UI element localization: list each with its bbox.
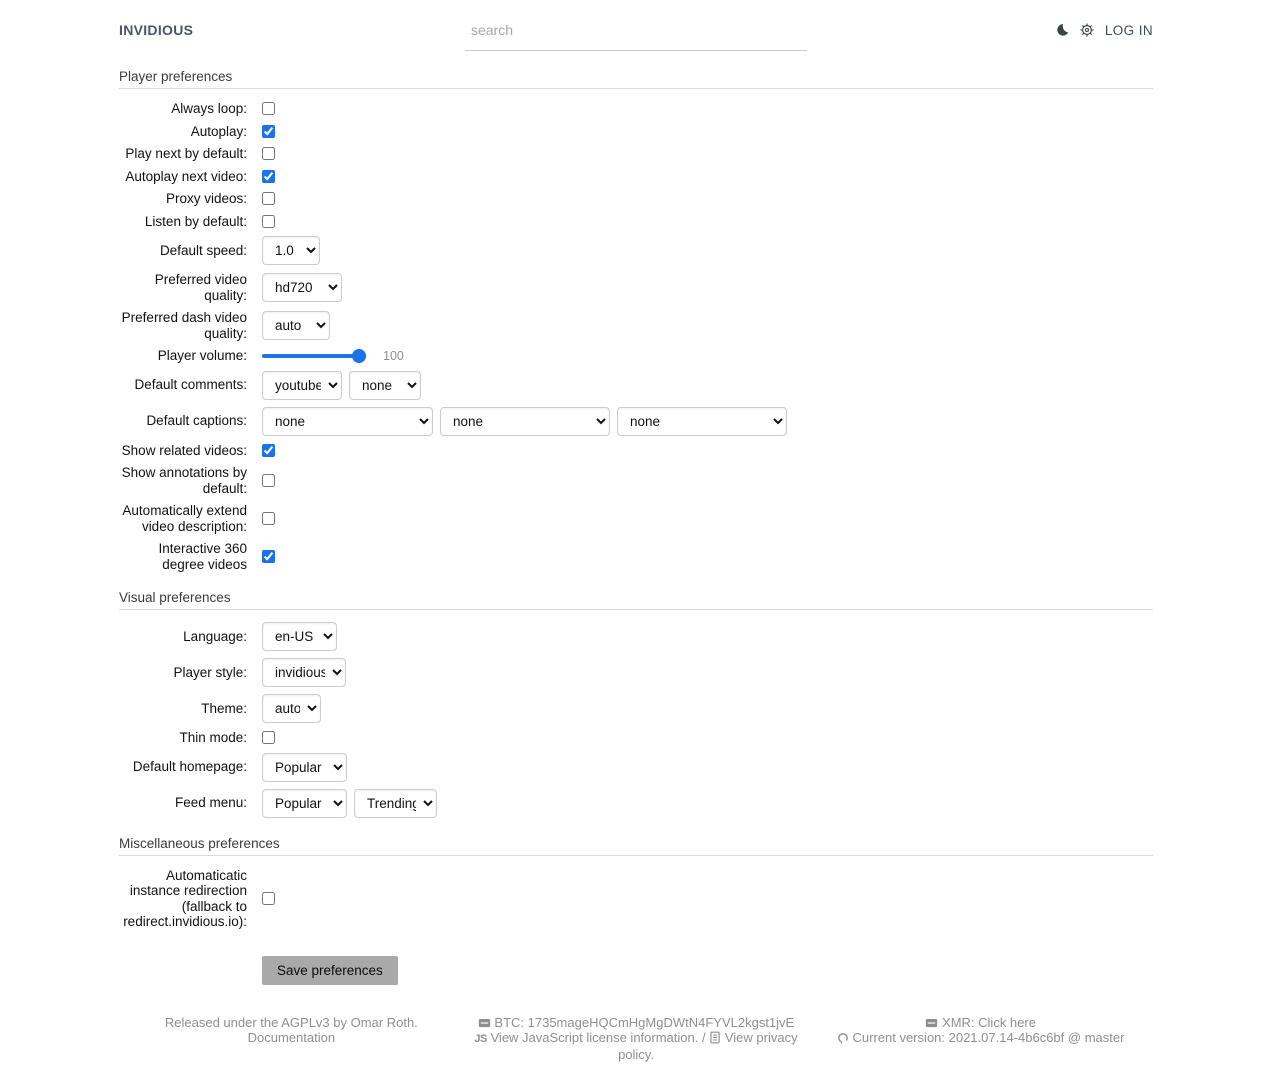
- footer-right-column: [808, 1015, 1153, 1062]
- divider: [119, 855, 1153, 856]
- default-captions-select-1[interactable]: [262, 407, 433, 436]
- default-homepage-select[interactable]: [262, 753, 347, 782]
- pref-row: [119, 658, 1153, 687]
- pref-label: Listen by default:: [144, 213, 247, 229]
- preferences-button[interactable]: [1080, 23, 1094, 38]
- pref-label: Interactive 360 degree videos: [158, 541, 247, 572]
- document-icon: [709, 1030, 725, 1045]
- coin-icon: [925, 1015, 942, 1030]
- default-comments-select-2[interactable]: [349, 371, 421, 400]
- documentation-link[interactable]: Documentation: [247, 1029, 336, 1045]
- pref-row: [119, 868, 1153, 930]
- theme-select[interactable]: [262, 694, 321, 723]
- pref-row: [119, 443, 1153, 459]
- pref-row: [119, 730, 1153, 746]
- pref-label: Automaticatic instance redirection (fallback to redirect.invidious.io):: [123, 867, 247, 929]
- divider: [119, 88, 1153, 89]
- footer-center-column: [464, 1015, 809, 1062]
- player-volume-slider[interactable]: [262, 349, 366, 363]
- language-select[interactable]: [262, 622, 337, 651]
- pref-label: Feed menu:: [174, 795, 247, 811]
- footer-separator: /: [701, 1029, 706, 1045]
- pref-row: [119, 465, 1153, 496]
- pref-row: [119, 348, 1153, 364]
- pref-label: Default captions:: [146, 413, 247, 429]
- save-preferences-button[interactable]: Save preferences: [262, 956, 398, 985]
- pref-label: Play next by default:: [125, 146, 247, 161]
- xmr-label: XMR:: [942, 1014, 975, 1030]
- pref-label: Autoplay:: [190, 123, 247, 139]
- default-speed-select[interactable]: [262, 236, 320, 265]
- invidious-logo[interactable]: INVIDIOUS: [119, 22, 194, 38]
- pref-row: [119, 407, 1153, 436]
- extend-description-checkbox[interactable]: [262, 512, 275, 525]
- pref-label: Default comments:: [134, 377, 247, 393]
- top-navigation-bar: [119, 0, 1153, 51]
- default-captions-select-3[interactable]: [617, 407, 787, 436]
- proxy-videos-checkbox[interactable]: [262, 192, 275, 205]
- pref-label: Autoplay next video:: [125, 168, 247, 184]
- github-icon: [837, 1030, 853, 1045]
- pref-row: [119, 753, 1153, 782]
- default-comments-select-1[interactable]: [262, 371, 342, 400]
- footer-left-column: [119, 1015, 464, 1062]
- privacy-policy-link[interactable]: View privacy policy.: [618, 1029, 798, 1062]
- slider-track: [262, 354, 366, 358]
- pref-row: [119, 214, 1153, 230]
- pref-label: Show related videos:: [121, 442, 247, 458]
- pref-row: [119, 169, 1153, 185]
- section-title-player: Player preferences: [119, 69, 233, 84]
- thin-mode-checkbox[interactable]: [262, 731, 275, 744]
- pref-label: Player style:: [173, 664, 247, 680]
- show-annotations-checkbox[interactable]: [262, 474, 275, 487]
- moon-icon: [1055, 23, 1069, 38]
- search-input[interactable]: [465, 20, 807, 51]
- pref-row: [119, 541, 1153, 572]
- btc-address: BTC: 1735mageHQCmHgMgDWtN4FYVL2kgst1jvE: [494, 1014, 795, 1030]
- listen-by-default-checkbox[interactable]: [262, 215, 275, 228]
- divider: [119, 609, 1153, 610]
- section-title-visual: Visual preferences: [119, 590, 231, 605]
- pref-label: Thin mode:: [179, 730, 247, 745]
- version-text: Current version: 2021.07.14-4b6c6bf @ master: [852, 1029, 1125, 1045]
- always-loop-checkbox[interactable]: [262, 102, 275, 115]
- preferred-dash-quality-select[interactable]: [262, 311, 330, 340]
- section-title-misc: Miscellaneous preferences: [119, 835, 280, 851]
- pref-row: [119, 191, 1153, 207]
- pref-row: [119, 272, 1153, 303]
- pref-label: Theme:: [201, 700, 247, 716]
- default-captions-select-2[interactable]: [440, 407, 610, 436]
- dark-mode-toggle[interactable]: [1055, 23, 1069, 38]
- page-footer: [119, 1015, 1153, 1080]
- js-license-link[interactable]: View JavaScript license information.: [490, 1029, 699, 1045]
- pref-row: [119, 101, 1153, 117]
- pref-label: Player volume:: [157, 348, 247, 363]
- pref-label: Preferred video quality:: [154, 272, 247, 303]
- pref-label: Proxy videos:: [165, 191, 247, 206]
- pref-label: Default speed:: [159, 242, 247, 258]
- pref-row: [119, 310, 1153, 341]
- autoplay-checkbox[interactable]: [262, 125, 275, 138]
- xmr-link[interactable]: Click here: [978, 1014, 1036, 1030]
- pref-row: [119, 236, 1153, 265]
- player-volume-value: 100: [383, 348, 404, 363]
- pref-row: [119, 503, 1153, 534]
- pref-label: Show annotations by default:: [121, 465, 247, 496]
- pref-row: [119, 694, 1153, 723]
- show-related-videos-checkbox[interactable]: [262, 444, 275, 457]
- pref-label: Automatically extend video description:: [122, 503, 247, 534]
- slider-thumb[interactable]: [352, 349, 366, 363]
- instance-redirect-checkbox[interactable]: [262, 892, 275, 905]
- js-icon: JS: [474, 1032, 487, 1045]
- login-link[interactable]: LOG IN: [1104, 23, 1153, 38]
- player-style-select[interactable]: [262, 658, 346, 687]
- pref-label: Always loop:: [171, 101, 247, 116]
- coin-icon: [478, 1015, 495, 1030]
- pref-row: [119, 371, 1153, 400]
- pref-row: [119, 124, 1153, 140]
- feed-menu-select-1[interactable]: [262, 789, 347, 818]
- preferred-video-quality-select[interactable]: [262, 273, 342, 302]
- feed-menu-select-2[interactable]: [354, 789, 437, 818]
- pref-label: Default homepage:: [132, 759, 247, 775]
- autoplay-next-video-checkbox[interactable]: [262, 170, 275, 183]
- gear-icon: [1080, 23, 1094, 38]
- pref-row: [119, 146, 1153, 162]
- pref-label: Preferred dash video quality:: [121, 310, 247, 341]
- pref-row: [119, 622, 1153, 651]
- pref-row: [119, 789, 1153, 818]
- interactive-360-checkbox[interactable]: [262, 550, 275, 563]
- license-text: Released under the AGPLv3 by Omar Roth.: [164, 1014, 418, 1030]
- pref-label: Language:: [183, 628, 247, 644]
- play-next-checkbox[interactable]: [262, 147, 275, 160]
